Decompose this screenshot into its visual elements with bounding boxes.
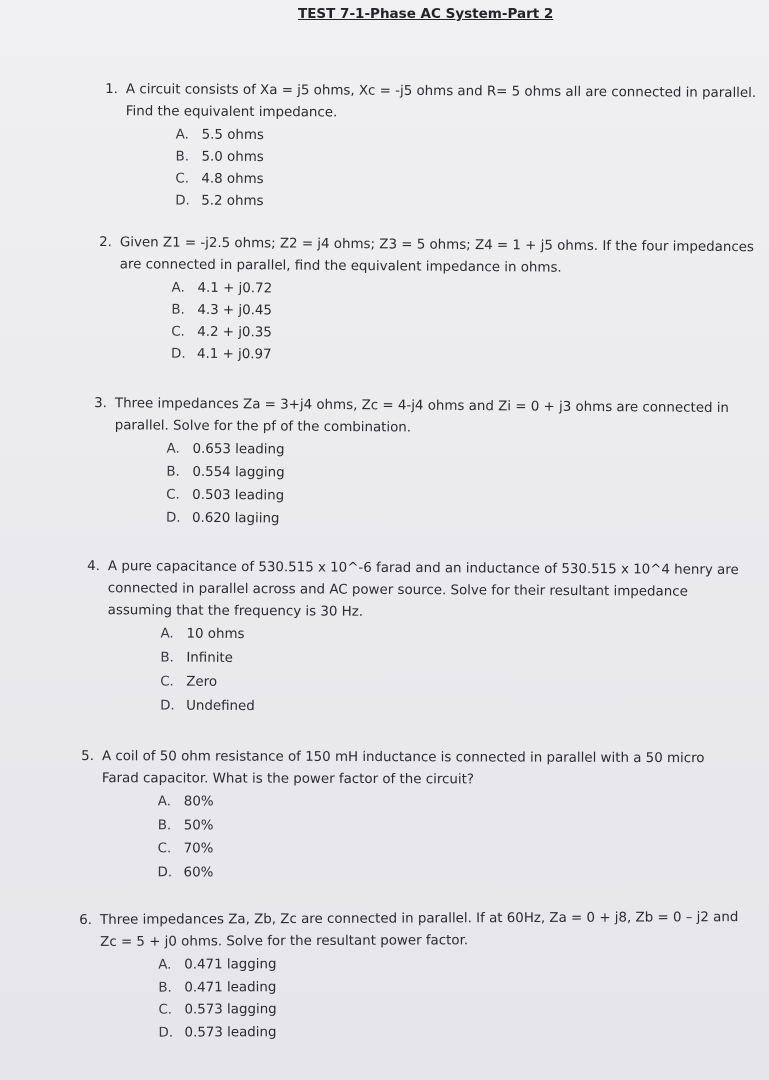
option-text: 0.573 lagging xyxy=(184,1002,277,1018)
option-text: 50% xyxy=(183,817,214,833)
question-text-line: are connected in parallel, find the equivalent impedance in ohms. xyxy=(119,257,562,276)
question-stem xyxy=(120,232,754,281)
option-c xyxy=(160,671,738,699)
question-6 xyxy=(74,907,739,1045)
option-text: 0.573 leading xyxy=(184,1024,277,1041)
option-d xyxy=(175,190,755,216)
question-text-line: Three impedances Za = 3+j4 ohms, Zc = 4-j4 ohms and Zi = 0 + j3 ohms are connected in xyxy=(114,396,730,417)
option-b xyxy=(158,975,738,1000)
option-letter: C. xyxy=(158,1002,173,1018)
option-text: 0.653 leading xyxy=(192,441,285,458)
option-d xyxy=(171,344,753,371)
option-a xyxy=(158,791,705,816)
option-text: 70% xyxy=(183,841,214,857)
option-c xyxy=(158,838,705,863)
option-letter: D. xyxy=(158,1025,174,1041)
option-letter: C. xyxy=(157,841,172,857)
option-text: 0.620 lagiing xyxy=(191,510,280,527)
option-letter: B. xyxy=(171,302,185,318)
question-text-line: A circuit consists of Xa = j5 ohms, Xc = -j5 ohms and R= 5 ohms all are connected in parallel. xyxy=(125,82,757,102)
option-letter: C. xyxy=(171,324,185,340)
option-text: 5.5 ohms xyxy=(201,127,264,144)
option-text: 5.2 ohms xyxy=(201,193,264,210)
option-text: 4.3 + j0.45 xyxy=(197,302,273,319)
option-text: 0.554 lagging xyxy=(192,464,285,481)
option-text: Undefined xyxy=(186,698,255,715)
question-text-line: Zc = 5 + j0 ohms. Solve for the resultant power factor. xyxy=(100,933,469,950)
option-text: 60% xyxy=(183,864,214,880)
answer-options xyxy=(166,439,729,535)
question-number: 4. xyxy=(87,559,100,575)
option-d xyxy=(158,862,705,887)
option-letter: D. xyxy=(170,346,186,362)
question-text-line: A pure capacitance of 530.515 x 10^-6 farad and an inductance of 530.515 x 10^4 henry are xyxy=(107,559,739,579)
option-a xyxy=(158,952,738,977)
question-2 xyxy=(93,232,754,370)
option-letter: A. xyxy=(166,441,180,457)
question-number: 6. xyxy=(79,912,93,928)
option-text: 4.2 + j0.35 xyxy=(197,324,272,341)
question-text-line: Find the equivalent impedance. xyxy=(125,104,338,121)
option-d xyxy=(158,1020,738,1045)
option-letter: A. xyxy=(158,957,172,973)
question-stem xyxy=(115,393,729,442)
question-stem xyxy=(126,79,756,127)
option-letter: A. xyxy=(175,127,189,143)
question-5 xyxy=(76,746,705,887)
option-text: 5.0 ohms xyxy=(201,149,264,166)
option-c xyxy=(158,997,738,1022)
option-letter: B. xyxy=(158,980,172,996)
option-d xyxy=(166,508,728,535)
page-title: TEST 7-1-Phase AC System-Part 2 xyxy=(298,6,554,22)
question-number: 2. xyxy=(99,235,112,251)
option-letter: C. xyxy=(166,487,180,503)
option-text: Zero xyxy=(186,674,218,690)
option-text: Infinite xyxy=(186,650,234,666)
option-text: 4.1 + j0.97 xyxy=(196,346,272,363)
question-text-line: Farad capacitor. What is the power factor of the circuit? xyxy=(101,771,475,788)
option-letter: C. xyxy=(175,171,190,187)
answer-options xyxy=(160,623,738,723)
option-text: 0.471 lagging xyxy=(184,957,277,973)
option-letter: A. xyxy=(157,794,172,810)
question-text-line: assuming that the frequency is 30 Hz. xyxy=(107,603,364,620)
option-a xyxy=(160,623,738,651)
option-letter: C. xyxy=(160,674,174,690)
option-letter: B. xyxy=(175,149,190,165)
question-stem xyxy=(108,556,739,626)
question-text-line: parallel. Solve for the pf of the combination. xyxy=(114,418,412,436)
option-text: 4.1 + j0.72 xyxy=(197,280,273,297)
option-letter: D. xyxy=(175,193,190,209)
question-number: 5. xyxy=(81,749,94,765)
option-letter: B. xyxy=(157,817,172,833)
question-text-line: A coil of 50 ohm resistance of 150 mH inductance is connected in parallel with a 50 micro xyxy=(101,749,705,767)
option-text: 10 ohms xyxy=(186,626,245,642)
option-text: 0.471 leading xyxy=(184,979,277,996)
answer-options xyxy=(171,278,754,371)
option-text: 0.503 leading xyxy=(192,487,285,504)
option-letter: D. xyxy=(165,510,181,526)
question-3 xyxy=(88,393,729,535)
option-letter: D. xyxy=(160,698,175,714)
question-text-line: Three impedances Za, Zb, Zc are connected in parallel. If at 60Hz, Za = 0 + j8, Zb = 0 – j2 and xyxy=(100,910,739,928)
option-d xyxy=(160,695,738,723)
question-4 xyxy=(81,556,739,723)
question-1 xyxy=(99,79,756,216)
option-letter: B. xyxy=(160,650,174,666)
answer-options xyxy=(158,791,705,887)
question-stem xyxy=(102,746,705,792)
question-number: 3. xyxy=(94,396,107,412)
option-letter: A. xyxy=(171,280,185,296)
option-letter: D. xyxy=(157,864,173,880)
question-stem xyxy=(100,907,738,954)
option-b xyxy=(158,815,705,840)
answer-options xyxy=(175,124,756,216)
question-text-line: connected in parallel across and AC power source. Solve for their resultant impedance xyxy=(107,581,688,600)
option-text: 4.8 ohms xyxy=(201,171,264,188)
option-b xyxy=(160,647,738,675)
option-text: 80% xyxy=(183,794,214,810)
option-letter: A. xyxy=(160,626,174,642)
question-text-line: Given Z1 = -j2.5 ohms; Z2 = j4 ohms; Z3 = 5 ohms; Z4 = 1 + j5 ohms. If the four impedances xyxy=(119,235,754,256)
question-number: 1. xyxy=(105,82,118,98)
option-letter: B. xyxy=(166,464,180,480)
answer-options xyxy=(158,952,739,1045)
